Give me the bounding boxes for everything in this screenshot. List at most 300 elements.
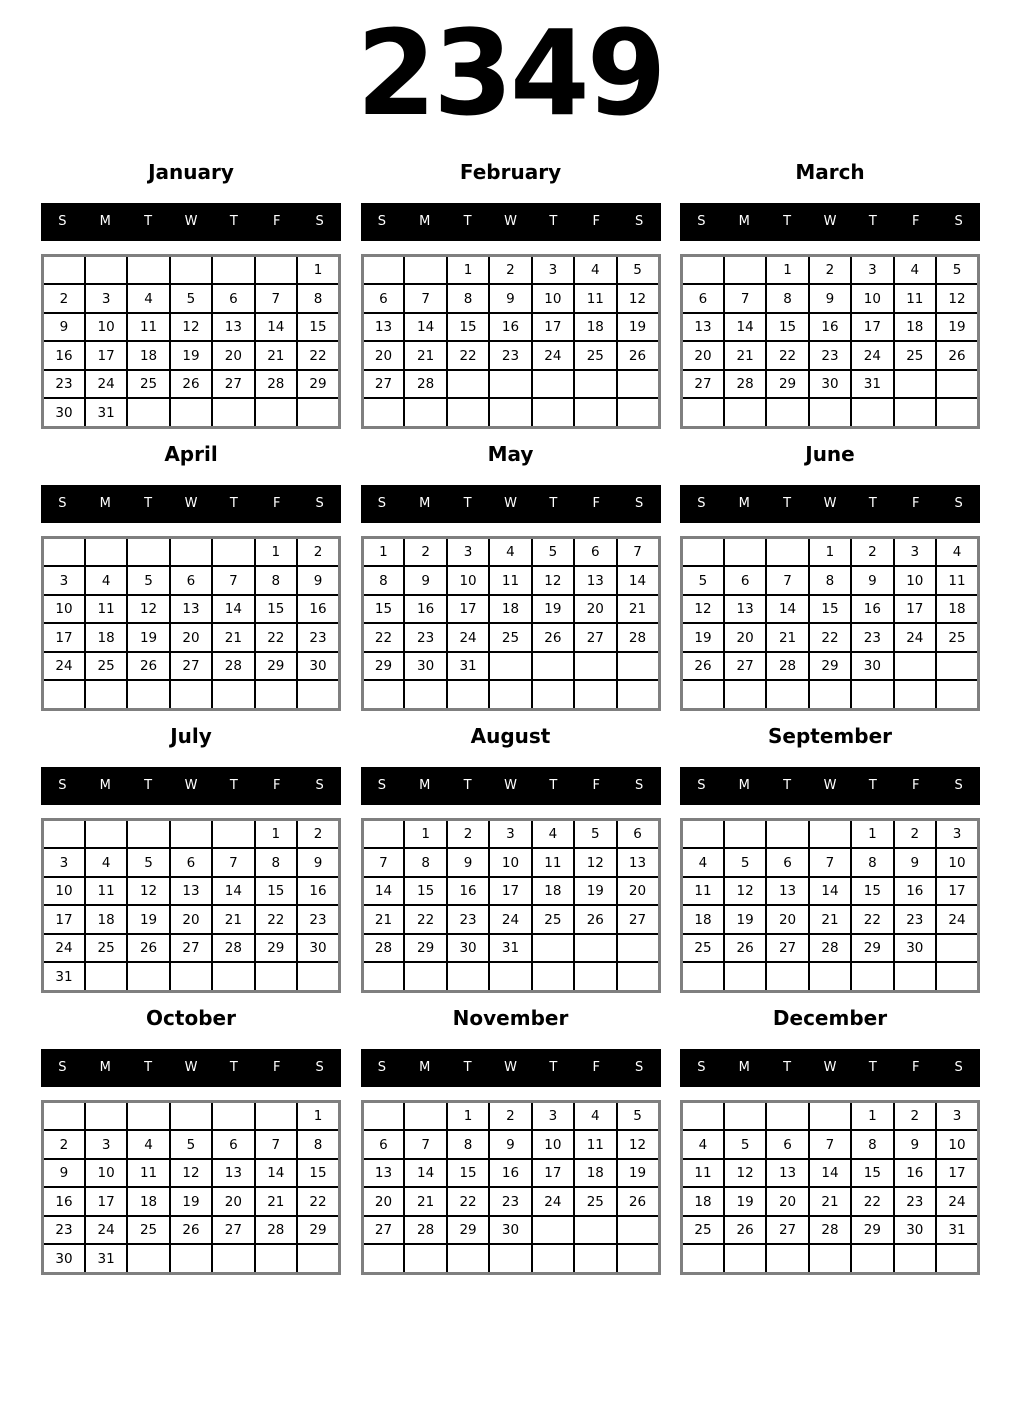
weekday-label: S [58,495,67,511]
month-block [680,440,980,711]
day-cell: 28 [617,623,659,652]
day-cell: 10 [447,566,489,595]
day-cell: 2 [809,255,851,284]
day-cell: 7 [212,848,254,877]
day-cell [617,398,659,427]
day-cell: 13 [766,1159,808,1188]
day-cell: 10 [532,284,574,313]
day-cell: 21 [404,341,446,370]
day-cell: 3 [489,819,531,848]
week-row [362,680,659,709]
day-cell: 5 [170,284,212,313]
day-cell: 19 [574,877,616,906]
day-cell: 3 [532,1101,574,1130]
month-title: February [459,159,562,184]
day-cell [43,680,85,709]
day-cell: 7 [404,284,446,313]
day-cell [127,1244,169,1273]
day-cell: 31 [489,934,531,963]
day-cell: 3 [936,819,978,848]
day-cell [574,370,616,399]
day-cell [617,1244,659,1273]
weekday-label: T [463,495,472,511]
day-cell: 11 [127,313,169,342]
weekday-label: T [229,777,238,793]
day-cell [532,962,574,991]
day-cell [894,962,936,991]
day-cell: 23 [43,370,85,399]
day-cell [936,370,978,399]
day-cell [617,370,659,399]
weekday-label: T [868,495,877,511]
day-cell [170,1101,212,1130]
day-cell [851,680,893,709]
week-row [682,1130,979,1159]
day-cell: 21 [766,623,808,652]
day-cell: 11 [682,1159,724,1188]
day-cell: 11 [574,284,616,313]
day-cell [85,1101,127,1130]
day-cell [255,398,297,427]
weekday-label: M [419,213,431,229]
day-cell: 17 [532,313,574,342]
day-cell [212,255,254,284]
day-cell: 7 [724,284,766,313]
day-cell: 10 [85,313,127,342]
weekday-label: M [99,1059,111,1075]
day-cell: 24 [447,623,489,652]
day-cell: 4 [682,848,724,877]
calendar-grid [0,158,1020,1275]
day-cell [170,680,212,709]
day-cell: 24 [532,341,574,370]
day-cell: 12 [574,848,616,877]
day-cell: 4 [894,255,936,284]
weekday-label: M [419,1059,431,1075]
day-cell [724,680,766,709]
day-cell: 17 [43,905,85,934]
day-cell: 6 [362,284,404,313]
day-cell [447,1244,489,1273]
weekday-label: M [738,777,750,793]
day-cell: 9 [297,566,339,595]
day-cell: 4 [127,284,169,313]
weekday-label: S [634,1059,644,1075]
day-cell: 31 [851,370,893,399]
week-row [362,1244,659,1273]
day-cell [404,1101,446,1130]
day-cell: 29 [255,652,297,681]
weekday-label: T [868,213,877,229]
day-cell: 28 [404,1216,446,1245]
day-cell: 14 [404,313,446,342]
week-row [682,537,979,566]
day-cell: 1 [362,537,404,566]
day-cell [936,680,978,709]
day-cell: 8 [297,284,339,313]
weekday-header-bar [680,485,980,523]
day-cell: 15 [255,595,297,624]
day-cell: 15 [297,1159,339,1188]
day-cell: 12 [532,566,574,595]
day-cell: 18 [574,313,616,342]
weekday-label: S [315,1059,324,1075]
day-cell: 6 [766,848,808,877]
day-cell: 27 [212,370,254,399]
day-cell [255,1101,297,1130]
day-cell: 24 [43,652,85,681]
day-cell [809,680,851,709]
weekday-label: M [419,495,431,511]
day-cell: 19 [170,341,212,370]
day-cell: 8 [809,566,851,595]
day-cell: 23 [894,1187,936,1216]
day-cell [682,819,724,848]
month-days-body [43,537,340,709]
day-cell: 16 [894,877,936,906]
month-block [680,1004,980,1275]
weekday-label: S [315,213,324,229]
day-cell: 13 [212,1159,254,1188]
weekday-label: W [823,495,837,511]
month-block [41,440,341,711]
day-cell: 29 [255,934,297,963]
weekday-label: S [58,777,67,793]
day-cell: 28 [212,652,254,681]
day-cell: 4 [85,848,127,877]
day-cell: 2 [851,537,893,566]
week-row [43,819,340,848]
weekday-label: W [184,495,198,511]
day-cell: 16 [43,341,85,370]
week-row [682,595,979,624]
day-cell [127,255,169,284]
weekday-label: S [697,213,706,229]
day-cell [362,1244,404,1273]
day-cell: 1 [809,537,851,566]
day-cell: 18 [894,313,936,342]
month-days-table [41,818,341,993]
day-cell: 9 [809,284,851,313]
day-cell: 1 [447,1101,489,1130]
day-cell: 6 [724,566,766,595]
year-title: 2349 [356,4,664,142]
day-cell: 11 [574,1130,616,1159]
day-cell [170,398,212,427]
day-cell: 24 [489,905,531,934]
day-cell [85,537,127,566]
day-cell [489,1244,531,1273]
day-cell: 4 [85,566,127,595]
month-title: June [805,441,855,466]
day-cell: 6 [617,819,659,848]
week-row [43,652,340,681]
day-cell: 14 [809,1159,851,1188]
day-cell: 19 [617,1159,659,1188]
day-cell [255,255,297,284]
month-days-table [41,536,341,711]
day-cell [85,255,127,284]
day-cell: 11 [127,1159,169,1188]
day-cell: 22 [447,1187,489,1216]
day-cell [682,537,724,566]
weekday-label: S [377,213,387,229]
weekday-label: F [911,1059,920,1075]
weekday-header-bar [361,203,661,241]
week-row [682,370,979,399]
day-cell: 6 [766,1130,808,1159]
day-cell: 1 [255,537,297,566]
day-cell: 9 [447,848,489,877]
day-cell: 29 [851,934,893,963]
day-cell: 28 [809,934,851,963]
day-cell: 14 [362,877,404,906]
day-cell: 24 [936,905,978,934]
day-cell: 13 [682,313,724,342]
day-cell: 8 [851,1130,893,1159]
day-cell [362,962,404,991]
day-cell [574,934,616,963]
day-cell [936,1244,978,1273]
day-cell: 22 [851,905,893,934]
weekday-label: S [954,213,963,229]
day-cell: 27 [766,1216,808,1245]
week-row [682,398,979,427]
week-row [362,1159,659,1188]
day-cell: 1 [297,1101,339,1130]
weekday-label: F [592,777,600,793]
day-cell [724,1244,766,1273]
month-block [41,158,341,429]
week-row [682,313,979,342]
day-cell: 3 [43,848,85,877]
day-cell [43,1101,85,1130]
day-cell: 31 [447,652,489,681]
day-cell: 7 [617,537,659,566]
day-cell: 13 [170,877,212,906]
weekday-header-bar [41,485,341,523]
day-cell [255,1244,297,1273]
day-cell: 21 [404,1187,446,1216]
day-cell: 15 [851,1159,893,1188]
day-cell [724,1101,766,1130]
day-cell [447,398,489,427]
day-cell: 30 [489,1216,531,1245]
day-cell: 16 [404,595,446,624]
day-cell: 5 [724,1130,766,1159]
day-cell [212,1244,254,1273]
day-cell: 2 [404,537,446,566]
day-cell [489,962,531,991]
week-row [43,1187,340,1216]
day-cell: 16 [43,1187,85,1216]
day-cell: 8 [255,848,297,877]
day-cell: 13 [212,313,254,342]
week-row [682,934,979,963]
week-row [43,313,340,342]
day-cell: 31 [43,962,85,991]
day-cell: 22 [809,623,851,652]
day-cell: 10 [894,566,936,595]
day-cell: 12 [127,877,169,906]
weekday-label: T [229,1059,238,1075]
day-cell: 2 [297,819,339,848]
day-cell: 5 [682,566,724,595]
week-row [362,623,659,652]
day-cell: 10 [936,848,978,877]
day-cell: 20 [766,905,808,934]
day-cell: 29 [809,652,851,681]
day-cell [447,680,489,709]
day-cell: 26 [617,341,659,370]
day-cell [851,1244,893,1273]
month-days-body [43,819,340,991]
day-cell [404,398,446,427]
day-cell: 13 [724,595,766,624]
week-row [362,595,659,624]
week-row [682,680,979,709]
month-title: September [768,723,892,748]
weekday-label: T [463,777,472,793]
weekday-header-bar [361,485,661,523]
day-cell: 15 [362,595,404,624]
day-cell [362,680,404,709]
weekday-label: T [783,777,792,793]
day-cell: 30 [447,934,489,963]
day-cell: 29 [297,1216,339,1245]
day-cell: 18 [936,595,978,624]
day-cell [404,255,446,284]
day-cell: 18 [127,1187,169,1216]
weekday-label: T [868,777,877,793]
month-days-body [362,537,659,709]
month-days-body [362,1101,659,1273]
day-cell: 15 [766,313,808,342]
week-row [43,341,340,370]
weekday-label: W [504,495,517,511]
week-row [43,595,340,624]
day-cell: 20 [682,341,724,370]
day-cell: 2 [894,1101,936,1130]
month-title: November [452,1005,569,1030]
day-cell [85,680,127,709]
weekday-label: W [504,777,517,793]
day-cell: 14 [724,313,766,342]
day-cell [682,398,724,427]
day-cell: 4 [682,1130,724,1159]
week-row [682,623,979,652]
day-cell: 10 [85,1159,127,1188]
day-cell: 25 [574,1187,616,1216]
day-cell: 19 [170,1187,212,1216]
day-cell: 13 [362,313,404,342]
day-cell: 27 [766,934,808,963]
week-row [43,284,340,313]
month-block [361,722,661,993]
day-cell: 13 [574,566,616,595]
weekday-label: T [549,213,558,229]
day-cell [362,1101,404,1130]
day-cell: 21 [724,341,766,370]
month-block [680,722,980,993]
week-row [43,934,340,963]
day-cell: 2 [43,1130,85,1159]
day-cell: 23 [894,905,936,934]
day-cell: 14 [212,877,254,906]
day-cell: 25 [682,1216,724,1245]
day-cell [489,652,531,681]
day-cell: 10 [43,595,85,624]
day-cell [297,962,339,991]
weekday-label: T [549,1059,558,1075]
day-cell: 11 [489,566,531,595]
day-cell: 5 [724,848,766,877]
day-cell [936,962,978,991]
day-cell: 25 [127,1216,169,1245]
weekday-label: S [315,777,324,793]
day-cell: 24 [85,370,127,399]
day-cell: 12 [936,284,978,313]
day-cell: 23 [851,623,893,652]
day-cell: 28 [255,370,297,399]
day-cell: 4 [574,255,616,284]
day-cell: 23 [489,341,531,370]
weekday-label: S [954,495,963,511]
day-cell [489,680,531,709]
day-cell: 3 [85,284,127,313]
day-cell [85,819,127,848]
day-cell: 7 [255,284,297,313]
week-row [362,848,659,877]
day-cell: 9 [894,848,936,877]
day-cell: 30 [404,652,446,681]
week-row [362,255,659,284]
day-cell [212,398,254,427]
day-cell: 20 [617,877,659,906]
day-cell: 3 [894,537,936,566]
day-cell: 30 [894,934,936,963]
day-cell: 9 [297,848,339,877]
week-row [43,537,340,566]
week-row [43,962,340,991]
day-cell: 3 [447,537,489,566]
weekday-label: W [184,1059,198,1075]
day-cell: 10 [851,284,893,313]
day-cell: 4 [127,1130,169,1159]
day-cell: 28 [724,370,766,399]
week-row [362,934,659,963]
day-cell: 5 [617,1101,659,1130]
day-cell [894,370,936,399]
day-cell: 31 [85,1244,127,1273]
day-cell: 27 [212,1216,254,1245]
day-cell: 5 [532,537,574,566]
month-block [361,158,661,429]
week-row [362,398,659,427]
day-cell: 20 [724,623,766,652]
day-cell: 14 [404,1159,446,1188]
day-cell: 23 [297,623,339,652]
day-cell [936,934,978,963]
day-cell: 17 [936,1159,978,1188]
day-cell: 2 [297,537,339,566]
day-cell: 21 [362,905,404,934]
day-cell: 20 [212,1187,254,1216]
day-cell: 19 [682,623,724,652]
day-cell: 23 [489,1187,531,1216]
day-cell: 21 [255,1187,297,1216]
weekday-label: T [549,777,558,793]
